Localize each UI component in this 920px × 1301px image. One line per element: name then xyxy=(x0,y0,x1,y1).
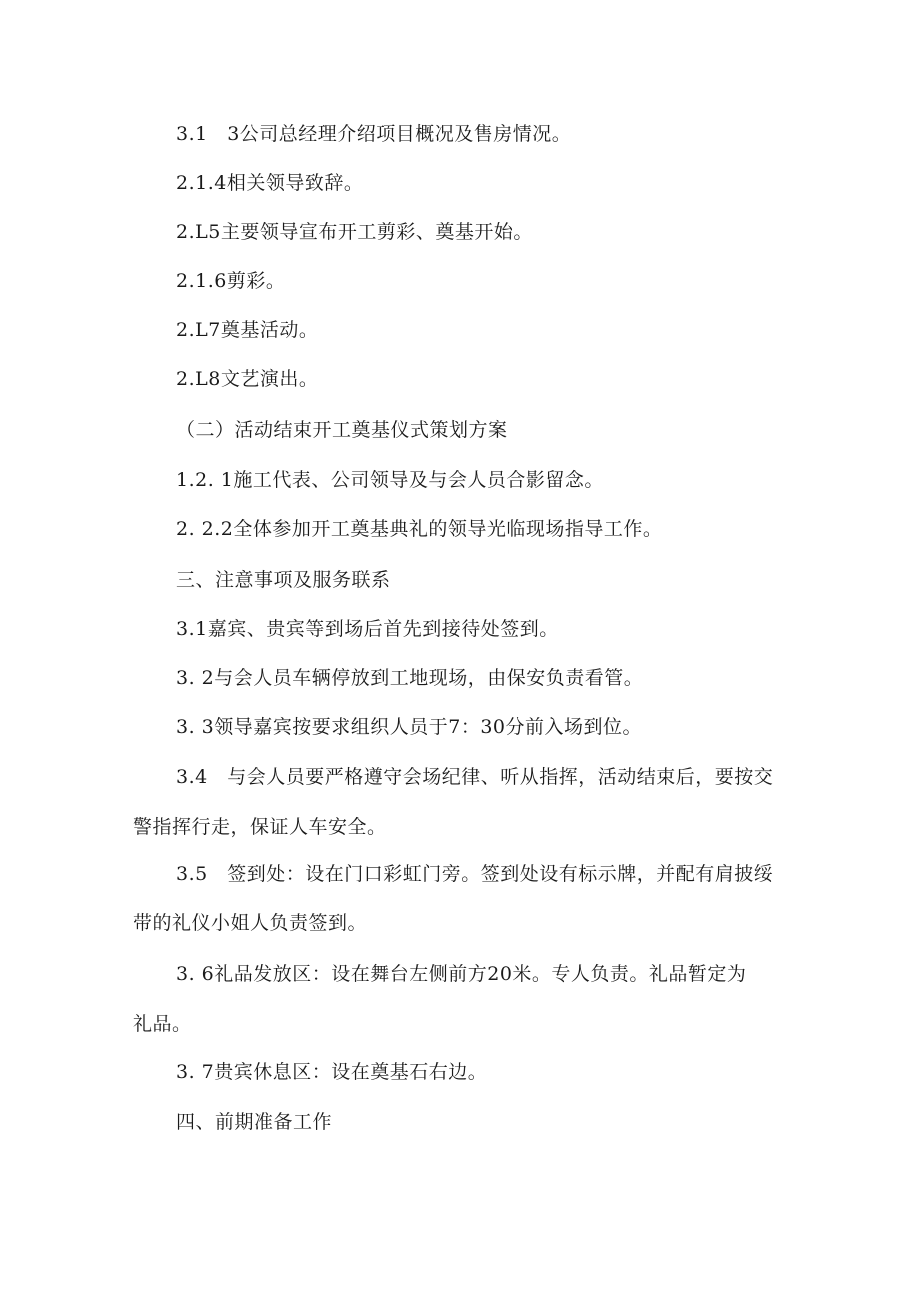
text-line: 2.L7奠基活动。 xyxy=(176,319,319,341)
text-line: 2.1.4相关领导致辞。 xyxy=(176,172,364,194)
text-line: 1.2. 1施工代表、公司领导及与会人员合影留念。 xyxy=(176,469,604,491)
text-line: 3. 7贵宾休息区：设在奠基石右边。 xyxy=(176,1061,488,1083)
text-line: 3. 6礼品发放区：设在舞台左侧前方20米。专人负责。礼品暂定为 xyxy=(176,963,747,985)
text-line: 3.1嘉宾、贵宾等到场后首先到接待处签到。 xyxy=(176,618,559,640)
text-line: 3. 3领导嘉宾按要求组织人员于7：30分前入场到位。 xyxy=(176,716,643,738)
section-heading: （二）活动结束开工奠基仪式策划方案 xyxy=(176,419,508,441)
text-line: 2. 2.2全体参加开工奠基典礼的领导光临现场指导工作。 xyxy=(176,518,663,540)
text-line-continuation: 带的礼仪小姐人负责签到。 xyxy=(133,912,368,934)
text-line: 2.L8文艺演出。 xyxy=(176,368,319,390)
section-heading: 四、前期准备工作 xyxy=(176,1111,333,1133)
text-line: 3.4 与会人员要严格遵守会场纪律、听从指挥，活动结束后，要按交 xyxy=(176,766,774,788)
text-line: 2.1.6剪彩。 xyxy=(176,270,286,292)
section-heading: 三、注意事项及服务联系 xyxy=(176,569,391,591)
text-line: 3. 2与会人员车辆停放到工地现场，由保安负责看管。 xyxy=(176,667,644,689)
text-line-continuation: 警指挥行走，保证人车安全。 xyxy=(133,816,387,838)
text-line: 2.L5主要领导宣布开工剪彩、奠基开始。 xyxy=(176,221,533,243)
text-line-continuation: 礼品。 xyxy=(133,1013,192,1035)
text-line: 3.1 3公司总经理介绍项目概况及售房情况。 xyxy=(176,123,572,145)
text-line: 3.5 签到处：设在门口彩虹门旁。签到处设有标示牌，并配有肩披绥 xyxy=(176,863,774,885)
